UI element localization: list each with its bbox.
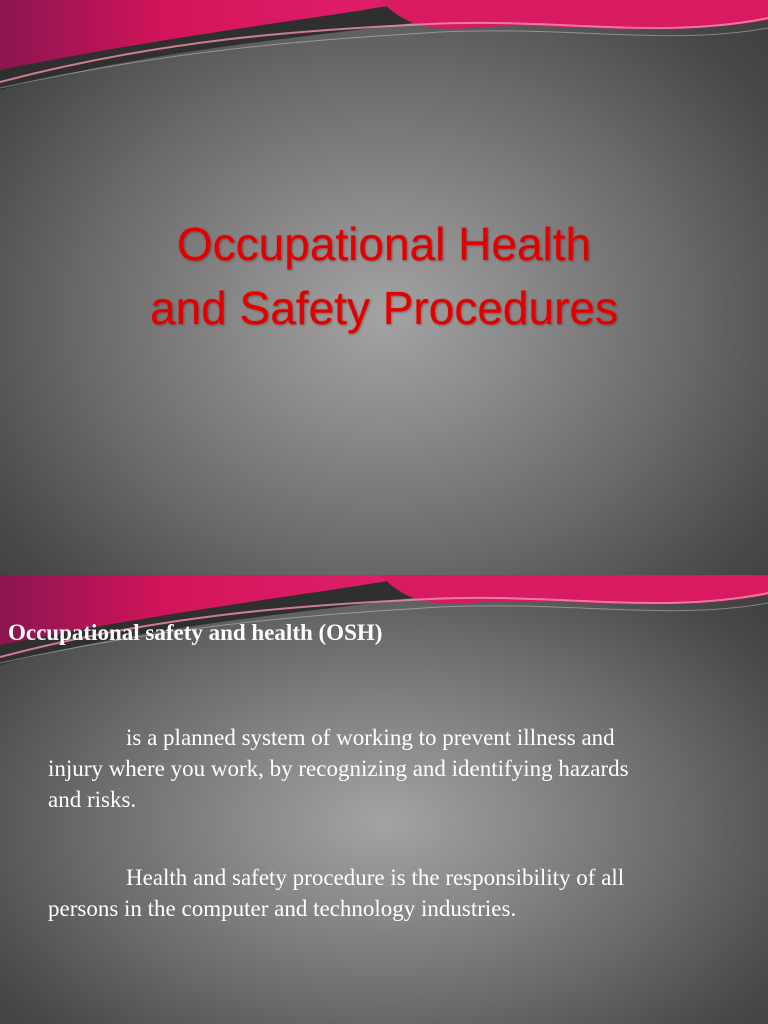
responsibility-paragraph: Health and safety procedure is the responsibility of all persons in the computer and technology industries. [48, 865, 625, 921]
title-line-2: and Safety Procedures [150, 282, 618, 334]
definition-paragraph: is a planned system of working to prevent illness and injury where you work, by recognizing and identifying hazards and risks. [48, 725, 629, 812]
decorative-wave-banner [0, 0, 768, 110]
slide-title-text [0, 212, 768, 340]
slide-osh-definition [0, 575, 768, 1024]
slide-heading: Occupational safety and health (OSH) [8, 620, 383, 645]
title-line-1: Occupational Health [176, 218, 592, 270]
